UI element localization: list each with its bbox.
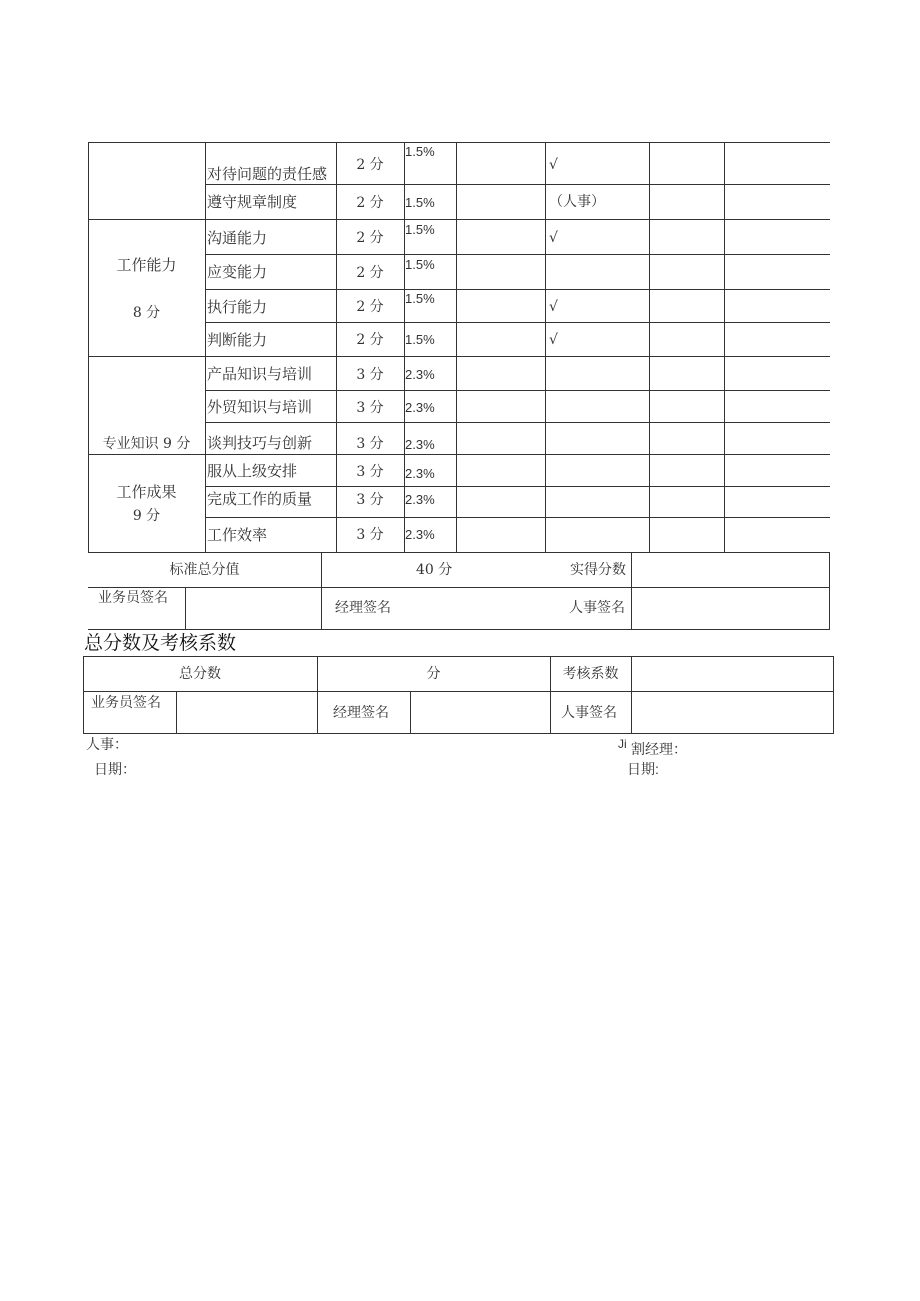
salesman-sign-label: 业务员签名 bbox=[91, 695, 161, 711]
item-label: 完成工作的质量 bbox=[207, 490, 313, 508]
item-label: 谈判技巧与创新 bbox=[207, 434, 313, 452]
item-label: 外贸知识与培训 bbox=[207, 398, 313, 416]
group-ability-points: 8 分 bbox=[132, 305, 161, 321]
coef-value-field[interactable] bbox=[632, 657, 833, 691]
item-label: 工作效率 bbox=[207, 526, 268, 544]
item-score: 3 分 bbox=[356, 527, 384, 543]
salesman-sign-field[interactable] bbox=[177, 692, 317, 733]
item-score: 2 分 bbox=[356, 195, 384, 211]
manager-sign-field[interactable] bbox=[411, 692, 550, 733]
group-ability-label: 工作能力 bbox=[116, 256, 177, 274]
item-weight: 1.5% bbox=[405, 332, 435, 347]
item-label: 沟通能力 bbox=[207, 229, 268, 247]
item-mark: （人事） bbox=[549, 194, 605, 210]
item-score: 2 分 bbox=[356, 230, 384, 246]
standard-total-value: 40 分 bbox=[416, 562, 453, 578]
actual-score-field[interactable] bbox=[632, 553, 829, 587]
coef-section-title: 总分数及考核系数 bbox=[84, 632, 237, 654]
hr-sign-field[interactable] bbox=[632, 692, 833, 733]
footer-gm-label: 割经理： bbox=[631, 741, 687, 757]
hr-sign-label: 人事签名 bbox=[561, 705, 617, 721]
item-score: 2 分 bbox=[356, 332, 384, 348]
manager-sign-label: 经理签名 bbox=[335, 600, 391, 616]
item-label: 执行能力 bbox=[207, 298, 268, 316]
footer-date-right: 日期: bbox=[627, 761, 659, 777]
item-weight: 2.3% bbox=[405, 492, 435, 507]
footer-date-left: 日期： bbox=[94, 761, 136, 777]
group-knowledge-label: 专业知识 9 分 bbox=[102, 436, 191, 452]
item-score: 2 分 bbox=[356, 265, 384, 281]
item-score: 2 分 bbox=[356, 299, 384, 315]
item-score: 3 分 bbox=[356, 464, 384, 480]
item-weight: 2.3% bbox=[405, 400, 435, 415]
coef-label: 考核系数 bbox=[562, 666, 619, 682]
footer-gm-prefix: Ji bbox=[618, 737, 627, 751]
item-label: 服从上级安排 bbox=[207, 462, 298, 480]
item-weight: 2.3% bbox=[405, 466, 435, 481]
item-mark: √ bbox=[549, 299, 558, 315]
item-label: 判断能力 bbox=[207, 331, 268, 349]
item-weight: 1.5% bbox=[405, 195, 435, 210]
salesman-sign-label: 业务员签名 bbox=[98, 590, 168, 606]
item-score: 3 分 bbox=[356, 492, 384, 508]
standard-total-label: 标准总分值 bbox=[169, 562, 240, 578]
item-label: 对待问题的责任感 bbox=[207, 165, 328, 183]
hr-sign-field[interactable] bbox=[632, 588, 829, 629]
item-weight: 1.5% bbox=[405, 257, 435, 272]
item-score: 2 分 bbox=[356, 157, 384, 173]
total-score-label: 总分数 bbox=[179, 666, 221, 682]
item-weight: 2.3% bbox=[405, 527, 435, 542]
item-weight: 1.5% bbox=[405, 291, 435, 306]
hr-sign-label: 人事签名 bbox=[569, 600, 625, 616]
item-label: 应变能力 bbox=[207, 263, 268, 281]
item-label: 遵守规章制度 bbox=[207, 193, 298, 211]
points-label: 分 bbox=[426, 666, 441, 682]
item-score: 3 分 bbox=[356, 367, 384, 383]
footer-hr-label: 人事： bbox=[86, 737, 128, 753]
manager-sign-label: 经理签名 bbox=[333, 705, 389, 721]
item-weight: 2.3% bbox=[405, 367, 435, 382]
item-score: 3 分 bbox=[356, 400, 384, 416]
salesman-sign-field[interactable] bbox=[186, 588, 321, 629]
item-weight: 2.3% bbox=[405, 437, 435, 452]
item-weight: 1.5% bbox=[405, 144, 435, 159]
item-mark: √ bbox=[549, 332, 558, 348]
group-results-label: 工作成果 bbox=[116, 483, 177, 501]
item-mark: √ bbox=[549, 230, 558, 246]
item-mark: √ bbox=[549, 157, 558, 173]
item-weight: 1.5% bbox=[405, 222, 435, 237]
item-score: 3 分 bbox=[356, 436, 384, 452]
item-label: 产品知识与培训 bbox=[207, 365, 313, 383]
group-results-points: 9 分 bbox=[132, 508, 161, 524]
actual-score-label: 实得分数 bbox=[570, 562, 626, 578]
